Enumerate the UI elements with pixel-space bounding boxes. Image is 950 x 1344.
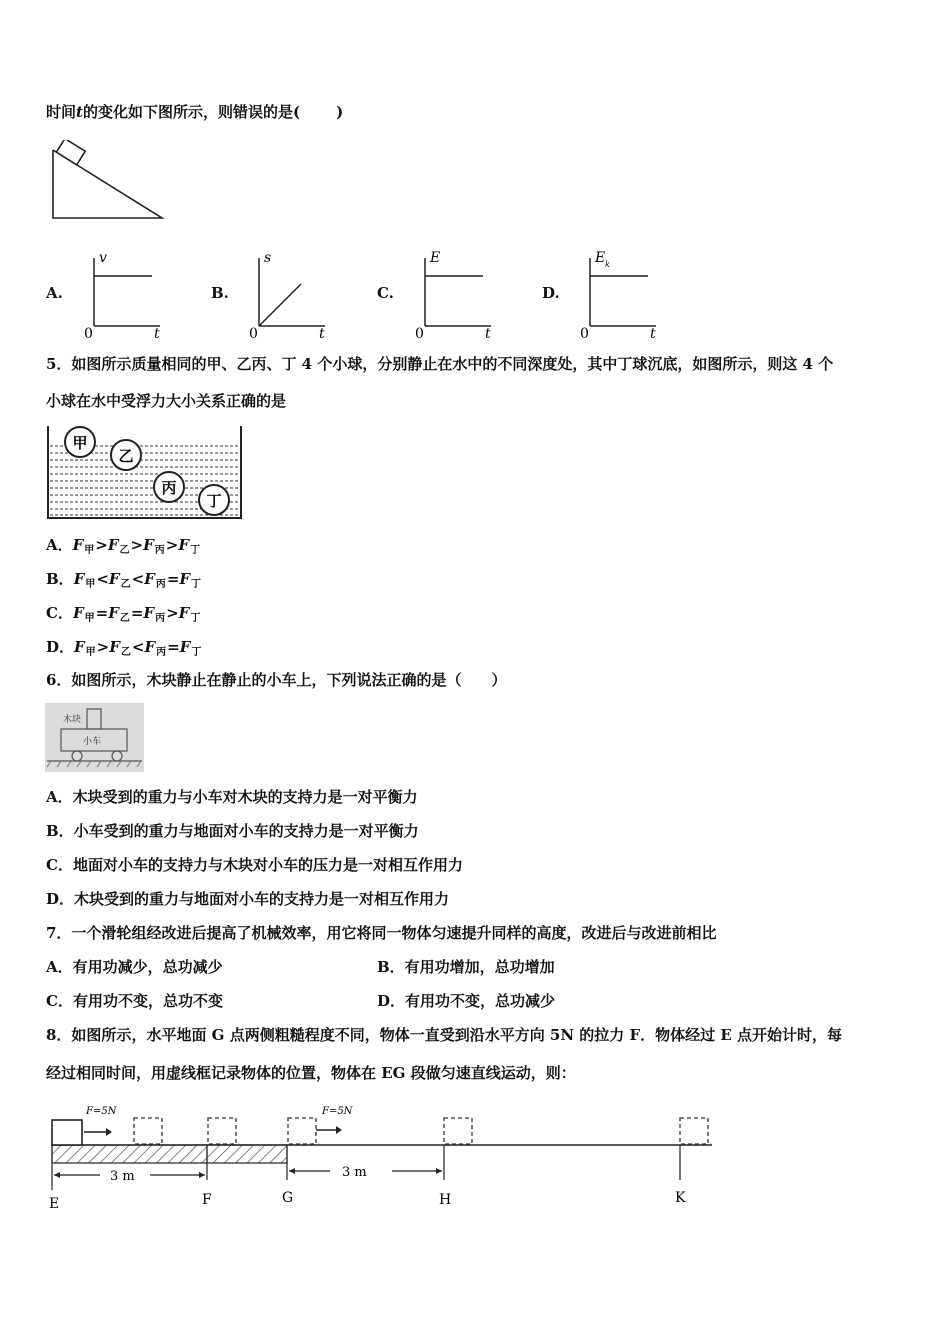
svg-text:丙: 丙 bbox=[161, 479, 177, 497]
force-subscript: 丙 bbox=[155, 579, 166, 590]
q5-option-label: C． bbox=[46, 604, 73, 622]
q5-option-label: A． bbox=[46, 536, 73, 554]
position-box-2 bbox=[208, 1118, 236, 1144]
position-box-3 bbox=[288, 1118, 316, 1144]
svg-text:F=5N: F=5N bbox=[86, 1106, 117, 1117]
svg-text:小车: 小车 bbox=[83, 737, 102, 747]
svg-text:木块: 木块 bbox=[63, 715, 82, 725]
position-box-1 bbox=[134, 1118, 162, 1144]
svg-text:3 m: 3 m bbox=[342, 1165, 367, 1180]
motion-figure bbox=[40, 1098, 720, 1218]
q7-option-a: A．有用功减少，总功减少 bbox=[46, 958, 223, 976]
position-box-5 bbox=[680, 1118, 708, 1144]
force-symbol: F bbox=[144, 638, 156, 656]
force-symbol: F bbox=[178, 536, 189, 554]
q7-option-c: C．有用功不变，总功不变 bbox=[46, 992, 223, 1010]
q4-option-label-0: A. bbox=[46, 284, 63, 302]
force-symbol: F bbox=[144, 570, 155, 588]
q5-option-a bbox=[46, 535, 201, 558]
q4-y-label-2: E bbox=[430, 250, 441, 266]
ball-yi bbox=[111, 440, 141, 470]
svg-text:3 m: 3 m bbox=[110, 1169, 135, 1184]
relation-symbol: > bbox=[96, 638, 110, 656]
relation-symbol: < bbox=[131, 570, 145, 588]
force-subscript: 丙 bbox=[156, 647, 167, 658]
force-subscript: 丁 bbox=[191, 579, 202, 590]
force-subscript: 丁 bbox=[190, 545, 200, 556]
force-subscript: 乙 bbox=[119, 545, 130, 556]
q6-stem: 6．如图所示，木块静止在静止的小车上，下列说法正确的是（ ） bbox=[46, 671, 507, 689]
q4-y-label-1: s bbox=[264, 250, 272, 266]
force-subscript: 乙 bbox=[119, 613, 130, 624]
q4-option-label-2: C. bbox=[377, 284, 394, 302]
force-subscript: 丙 bbox=[154, 545, 165, 556]
relation-symbol: > bbox=[166, 604, 179, 622]
ball-ding bbox=[199, 485, 229, 515]
force-subscript: 乙 bbox=[120, 647, 131, 658]
q5-option-d bbox=[46, 637, 202, 660]
q7-option-d: D．有用功不变，总功减少 bbox=[377, 992, 556, 1010]
relation-symbol: < bbox=[131, 638, 145, 656]
q4-graph-0 bbox=[84, 248, 174, 343]
q4-x-label-0: t bbox=[154, 326, 160, 342]
force-symbol: F bbox=[179, 638, 191, 656]
q5-option-c bbox=[46, 603, 201, 626]
force-subscript: 丁 bbox=[190, 613, 201, 624]
q6-option-b: B．小车受到的重力与地面对小车的支持力是一对平衡力 bbox=[46, 822, 419, 840]
water-tank-figure bbox=[44, 424, 246, 522]
q4-y-label-0: v bbox=[99, 250, 107, 266]
q4-curve-1 bbox=[259, 284, 301, 326]
cart-figure bbox=[45, 703, 144, 772]
force-subscript: 甲 bbox=[85, 579, 96, 590]
force-symbol: F bbox=[74, 638, 85, 656]
q4-stem: 时间t的变化如下图所示，则错误的是( ) bbox=[46, 103, 344, 121]
force-symbol: F bbox=[107, 536, 119, 554]
q7-stem: 7．一个滑轮组经改进后提高了机械效率，用它将同一物体匀速提升同样的高度，改进后与改进前相比 bbox=[46, 924, 717, 942]
q6-option-c: C．地面对小车的支持力与木块对小车的压力是一对相互作用力 bbox=[46, 856, 463, 874]
force-symbol: F bbox=[72, 536, 84, 554]
q4-y-sub-3: k bbox=[605, 260, 610, 269]
svg-text:F: F bbox=[202, 1192, 212, 1208]
q5-option-b bbox=[46, 569, 202, 592]
q4-x-label-3: t bbox=[650, 326, 656, 342]
relation-symbol: > bbox=[95, 536, 108, 554]
q4-option-label-1: B. bbox=[211, 284, 229, 302]
force-subscript: 乙 bbox=[120, 579, 131, 590]
q6-option-d: D．木块受到的重力与地面对小车的支持力是一对相互作用力 bbox=[46, 890, 450, 908]
q4-option-label-3: D. bbox=[542, 284, 560, 302]
q4-graph-3 bbox=[580, 248, 670, 343]
q4-graph-2 bbox=[415, 248, 505, 343]
object-block bbox=[52, 1120, 82, 1145]
relation-symbol: = bbox=[166, 570, 180, 588]
q5-option-label: B． bbox=[46, 570, 74, 588]
force-symbol: F bbox=[72, 604, 84, 622]
q5-option-label: D． bbox=[46, 638, 75, 656]
slide-block bbox=[56, 140, 85, 165]
force-subscript: 甲 bbox=[84, 545, 95, 556]
svg-text:K: K bbox=[675, 1190, 686, 1206]
force-symbol: F bbox=[109, 638, 120, 656]
q4-x-label-2: t bbox=[485, 326, 491, 342]
relation-symbol: > bbox=[165, 536, 179, 554]
q4-graph-1 bbox=[249, 248, 339, 343]
ball-bing bbox=[154, 472, 184, 502]
incline-figure bbox=[44, 140, 169, 225]
q4-origin-3: 0 bbox=[580, 326, 589, 342]
q4-origin-0: 0 bbox=[84, 326, 93, 342]
q4-y-label-3: E bbox=[595, 250, 606, 266]
force-symbol: F bbox=[108, 604, 119, 622]
svg-text:E: E bbox=[49, 1196, 60, 1212]
force-subscript: 甲 bbox=[85, 647, 96, 658]
q4-origin-2: 0 bbox=[415, 326, 424, 342]
svg-text:乙: 乙 bbox=[118, 447, 134, 465]
svg-text:H: H bbox=[439, 1192, 452, 1208]
relation-symbol: > bbox=[130, 536, 144, 554]
q6-option-a: A．木块受到的重力与小车对木块的支持力是一对平衡力 bbox=[46, 788, 418, 806]
force-symbol: F bbox=[178, 604, 190, 622]
force-symbol: F bbox=[179, 570, 191, 588]
rough-surface bbox=[52, 1145, 287, 1163]
force-subscript: 丙 bbox=[155, 613, 166, 624]
svg-text:丁: 丁 bbox=[206, 492, 222, 510]
position-box-4 bbox=[444, 1118, 472, 1144]
relation-symbol: = bbox=[167, 638, 180, 656]
force-symbol: F bbox=[143, 536, 154, 554]
ball-jia bbox=[65, 427, 95, 457]
relation-symbol: < bbox=[96, 570, 109, 588]
force-symbol: F bbox=[143, 604, 155, 622]
svg-text:甲: 甲 bbox=[72, 434, 88, 452]
q5-stem-line2: 小球在水中受浮力大小关系正确的是 bbox=[46, 392, 287, 410]
q4-origin-1: 0 bbox=[249, 326, 258, 342]
relation-symbol: = bbox=[95, 604, 109, 622]
q4-x-label-1: t bbox=[319, 326, 325, 342]
force-subscript: 甲 bbox=[84, 613, 95, 624]
q5-stem-line1: 5．如图所示质量相同的甲、乙丙、丁 4 个小球，分别静止在水中的不同深度处，其中丁球沉底，如图所示，则这 4 个 bbox=[46, 355, 834, 373]
svg-text:G: G bbox=[282, 1190, 294, 1206]
q8-stem-line2: 经过相同时间，用虚线框记录物体的位置，物体在 EG 段做匀速直线运动，则： bbox=[46, 1064, 576, 1082]
force-subscript: 丁 bbox=[191, 647, 202, 658]
q7-option-b: B．有用功增加，总功增加 bbox=[377, 958, 555, 976]
force-symbol: F bbox=[108, 570, 120, 588]
force-symbol: F bbox=[73, 570, 85, 588]
q8-stem-line1: 8．如图所示，水平地面 G 点两侧粗糙程度不同，物体一直受到沿水平方向 5N 的拉力 F．物体经过 E 点开始计时，每 bbox=[46, 1026, 843, 1044]
relation-symbol: = bbox=[130, 604, 144, 622]
svg-text:F=5N: F=5N bbox=[322, 1106, 353, 1117]
